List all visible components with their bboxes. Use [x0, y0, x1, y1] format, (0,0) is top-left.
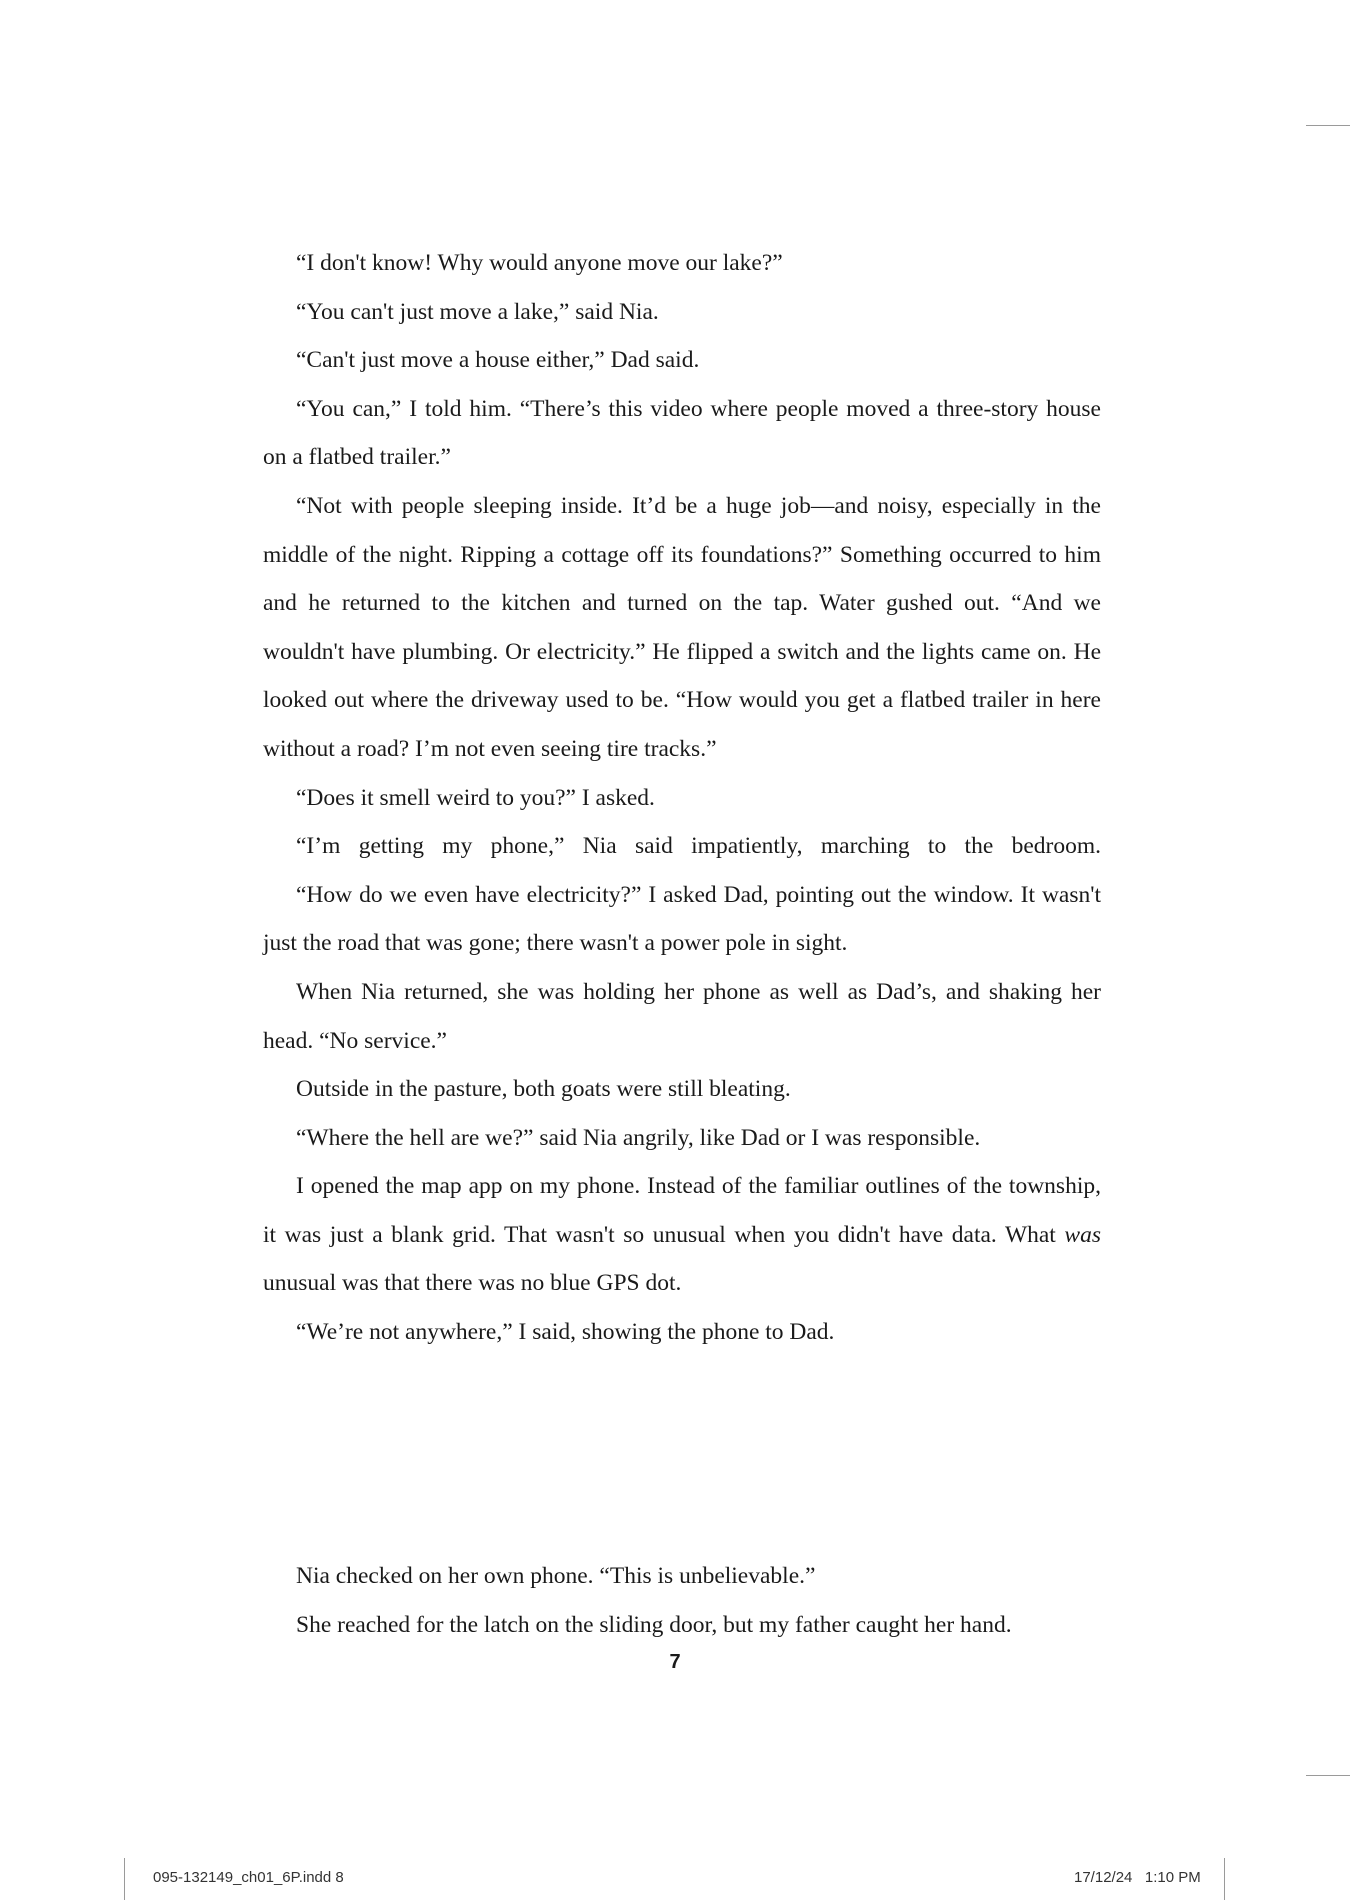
paragraph-text: “I’m getting my phone,” Nia said impatiently, marching to the bedroom. [296, 833, 1101, 860]
paragraph-text: I opened the map app on my phone. Instead of the familiar outlines of the township, it was just a blank grid. That wasn't so unusual when you didn't have data. What [263, 1173, 1101, 1248]
paragraph-text: “We’re not anywhere,” I said, showing the phone to Dad. [296, 1319, 835, 1346]
paragraph-text: “Where the hell are we?” said Nia angrily, like Dad or I was responsible. [296, 1124, 981, 1151]
paragraph [263, 1308, 1101, 1357]
emphasis-text: was [1064, 1221, 1101, 1248]
crop-mark-bottom-left [124, 1858, 125, 1900]
paragraph [263, 482, 1101, 774]
body-text-top [263, 239, 1101, 1357]
paragraph [263, 1114, 1101, 1163]
paragraph [263, 774, 1101, 823]
paragraph-text: “Can't just move a house either,” Dad said. [296, 347, 700, 374]
paragraph [263, 968, 1101, 1065]
slug-timestamp: 17/12/24 1:10 PM [1074, 1869, 1201, 1886]
paragraph [263, 1065, 1101, 1114]
paragraph [263, 239, 1101, 288]
slug-filename: 095-132149_ch01_6P.indd 8 [153, 1869, 344, 1886]
paragraph-text: “Does it smell weird to you?” I asked. [296, 784, 655, 811]
crop-mark-bottom-right-vertical [1224, 1858, 1225, 1900]
paragraph [263, 822, 1101, 871]
paragraph [263, 1162, 1101, 1308]
paragraph-text: Nia checked on her own phone. “This is unbelievable.” [296, 1563, 816, 1589]
paragraph [263, 336, 1101, 385]
paragraph [263, 1601, 1101, 1650]
page-number: 7 [669, 1651, 681, 1673]
paragraph [263, 1552, 1101, 1601]
body-text-bottom [263, 1552, 1101, 1649]
paragraph [263, 385, 1101, 482]
paragraph [263, 871, 1101, 968]
crop-mark-top-right [1306, 125, 1350, 126]
paragraph-text: “Not with people sleeping inside. It’d be a huge job—and noisy, especially in the middle of the night. Ripping a cottage off its foundations?” Something occurred to him and he returned to the kitchen and turned on the tap. Water gushed out. “And we wouldn't have plumbing. Or electricity.” He flipped a switch and the lights came on. He looked out where the driveway used to be. “How would you get a flatbed trailer in here without a road? I’m not even seeing tire tracks.” [263, 492, 1101, 762]
paragraph-text: unusual was that there was no blue GPS dot. [263, 1270, 682, 1297]
paragraph-text: “How do we even have electricity?” I asked Dad, pointing out the window. It wasn't just the road that was gone; there wasn't a power pole in sight. [263, 881, 1101, 957]
paragraph-text: She reached for the latch on the sliding door, but my father caught her hand. [296, 1611, 1012, 1638]
crop-mark-bottom-right [1306, 1775, 1350, 1776]
paragraph-text: “I don't know! Why would anyone move our lake?” [296, 250, 783, 276]
paragraph-text: Outside in the pasture, both goats were still bleating. [296, 1076, 791, 1103]
paragraph [263, 288, 1101, 337]
paragraph-text: “You can't just move a lake,” said Nia. [296, 298, 659, 325]
paragraph-text: “You can,” I told him. “There’s this video where people moved a three-story house on a flatbed trailer.” [263, 395, 1101, 471]
paragraph-text: When Nia returned, she was holding her phone as well as Dad’s, and shaking her head. “No service.” [263, 978, 1101, 1054]
